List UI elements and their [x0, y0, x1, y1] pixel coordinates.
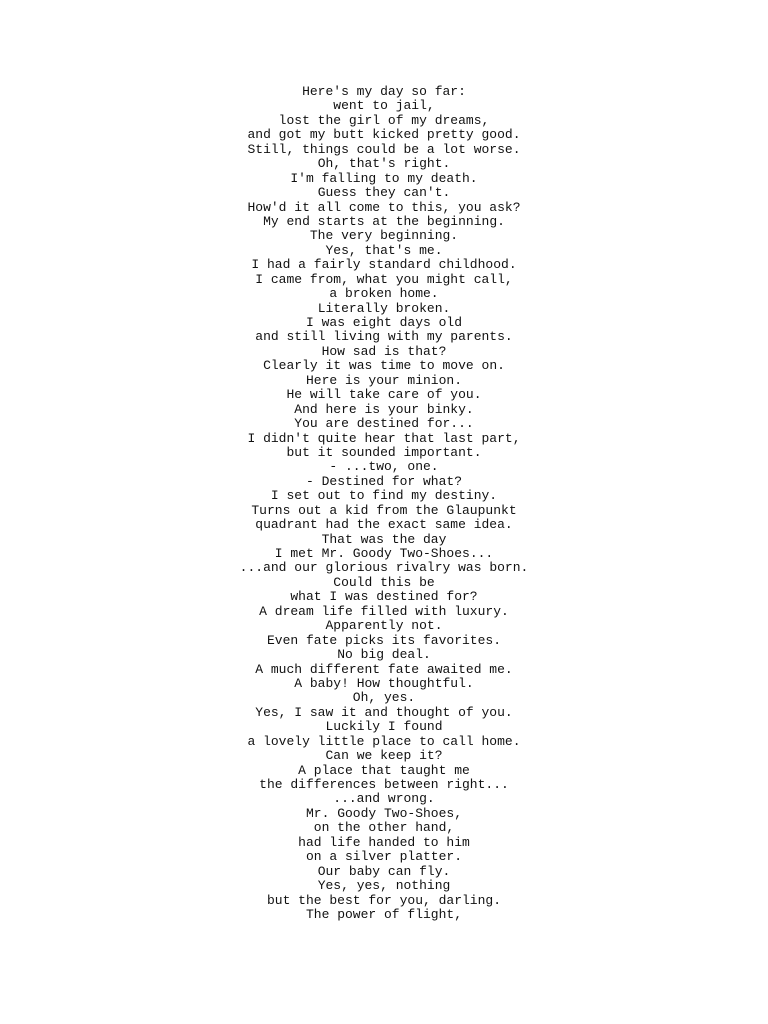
transcript-line: Here's my day so far: [302, 84, 466, 99]
transcript-line: That was the day [321, 531, 447, 547]
transcript-line: but it sounded important. [286, 444, 482, 460]
transcript-line: the differences between right... [259, 777, 509, 792]
transcript-line: on a silver platter. [305, 849, 463, 865]
transcript-line: How sad is that? [321, 343, 447, 359]
transcript-line: and still living with my parents. [255, 329, 513, 345]
transcript-line: - Destined for what? [305, 473, 463, 489]
transcript-line: You are destined for... [294, 416, 474, 432]
transcript-line: Turns out a kid from the Glaupunkt [251, 502, 517, 518]
transcript-line: I'm falling to my death. [290, 170, 478, 186]
transcript-line: I had a fairly standard childhood. [251, 257, 517, 273]
transcript-line: Yes, yes, nothing [317, 878, 451, 894]
transcript-line: I set out to find my destiny. [270, 488, 498, 504]
transcript-line: Mr. Goody Two-Shoes, [305, 805, 463, 821]
transcript-line: And here is your binky. [294, 401, 474, 417]
transcript-line: Guess they can't. [317, 185, 451, 201]
transcript-line: Still, things could be a lot worse. [247, 141, 521, 157]
transcript-line: I came from, what you might call, [255, 271, 513, 287]
transcript-line: A baby! How thoughtful. [294, 675, 474, 691]
transcript-line: went to jail, [333, 98, 435, 114]
transcript-line: No big deal. [337, 647, 431, 663]
transcript-line: Apparently not. [325, 618, 443, 634]
transcript-line: what I was destined for? [290, 589, 478, 605]
transcript-line: Here is your minion. [305, 372, 463, 388]
transcript-line: How'd it all come to this, you ask? [247, 199, 521, 215]
transcript-line: I didn't quite hear that last part, [247, 430, 521, 446]
transcript-line: Oh, that's right. [317, 156, 451, 172]
transcript-line: lost the girl of my dreams, [278, 112, 490, 128]
transcript-line: A place that taught me [298, 762, 470, 778]
transcript-line: A much different fate awaited me. [255, 661, 513, 677]
transcript-line: A dream life filled with luxury. [259, 603, 509, 619]
transcript-line: My end starts at the beginning. [263, 213, 505, 229]
transcript-line: He will take care of you. [286, 387, 482, 403]
transcript-line: Clearly it was time to move on. [263, 358, 505, 374]
transcript-line: and got my butt kicked pretty good. [247, 127, 521, 143]
transcript-line: ...and wrong. [333, 791, 435, 807]
transcript-line: Our baby can fly. [317, 863, 451, 879]
transcript-line: Yes, I saw it and thought of you. [255, 704, 513, 720]
transcript-text [0, 85, 768, 922]
transcript-line: had life handed to him [298, 834, 470, 850]
transcript-line: Can we keep it? [325, 748, 443, 764]
transcript-line: quadrant had the exact same idea. [255, 517, 513, 533]
transcript-line: - ...two, one. [329, 459, 439, 475]
transcript-line: Literally broken. [317, 300, 451, 316]
transcript-line: The very beginning. [309, 228, 459, 244]
transcript-line: Luckily I found [325, 719, 443, 735]
transcript-line: on the other hand, [313, 820, 455, 836]
transcript-line: a broken home. [329, 286, 439, 302]
transcript-line: The power of flight, [305, 906, 463, 922]
transcript-line: but the best for you, darling. [266, 892, 502, 908]
transcript-line: ...and our glorious rivalry was born. [239, 560, 529, 576]
transcript-line: Even fate picks its favorites. [266, 632, 502, 648]
transcript-line: I was eight days old [305, 315, 463, 330]
transcript-line: I met Mr. Goody Two-Shoes... [274, 546, 494, 561]
transcript-line: Oh, yes. [352, 690, 416, 706]
transcript-line: a lovely little place to call home. [247, 733, 521, 749]
transcript-line: Yes, that's me. [325, 242, 443, 258]
transcript-line: Could this be [333, 574, 435, 590]
